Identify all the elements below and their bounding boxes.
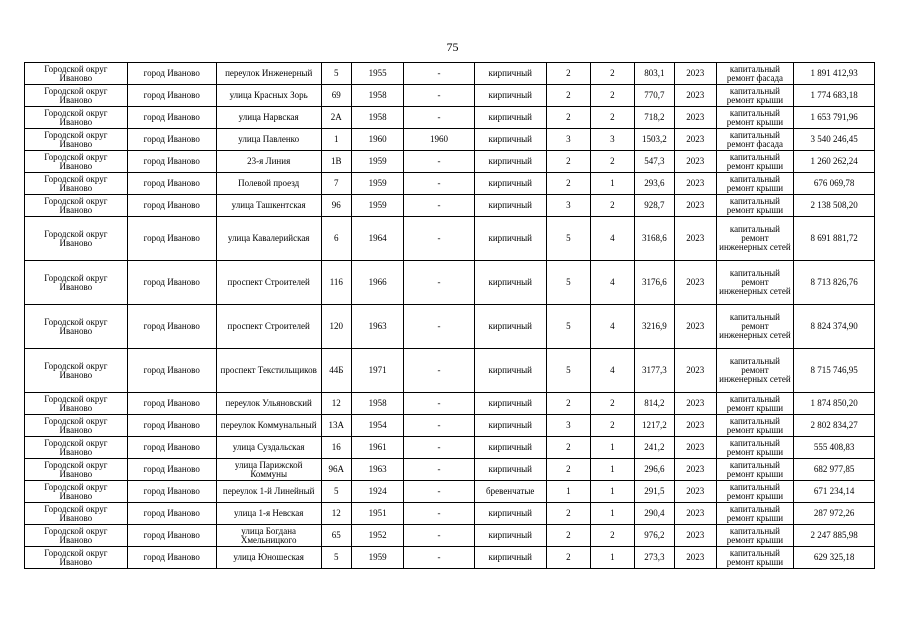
work-type-cell: капитальный ремонт инженерных сетей (716, 217, 794, 261)
district-cell: Городской округ Иваново (25, 459, 128, 481)
area-cell: 241,2 (634, 437, 674, 459)
page-number: 75 (446, 40, 459, 54)
city-cell: город Иваново (127, 525, 216, 547)
house-number-cell: 96 (321, 195, 351, 217)
city-cell: город Иваново (127, 85, 216, 107)
table-row (25, 217, 875, 261)
table-row (25, 503, 875, 525)
year-reconstructed-cell: - (404, 195, 474, 217)
entrances-cell: 2 (590, 393, 634, 415)
wall-material-cell: кирпичный (474, 349, 546, 393)
district-cell: Городской округ Иваново (25, 437, 128, 459)
cost-cell: 3 540 246,45 (794, 129, 875, 151)
floors-cell: 5 (546, 349, 590, 393)
house-number-cell: 6 (321, 217, 351, 261)
street-cell: Полевой проезд (216, 173, 321, 195)
cost-cell: 8 715 746,95 (794, 349, 875, 393)
house-number-cell: 5 (321, 63, 351, 85)
district-cell: Городской округ Иваново (25, 85, 128, 107)
city-cell: город Иваново (127, 151, 216, 173)
plan-year-cell: 2023 (674, 437, 716, 459)
city-cell: город Иваново (127, 415, 216, 437)
cost-cell: 671 234,14 (794, 481, 875, 503)
year-reconstructed-cell: - (404, 481, 474, 503)
street-cell: 23-я Линия (216, 151, 321, 173)
area-cell: 293,6 (634, 173, 674, 195)
district-cell: Городской округ Иваново (25, 151, 128, 173)
table-row (25, 459, 875, 481)
year-reconstructed-cell: 1960 (404, 129, 474, 151)
district-cell: Городской округ Иваново (25, 415, 128, 437)
year-reconstructed-cell: - (404, 547, 474, 569)
cost-cell: 629 325,18 (794, 547, 875, 569)
area-cell: 291,5 (634, 481, 674, 503)
entrances-cell: 1 (590, 437, 634, 459)
street-cell: улица Парижской Коммуны (216, 459, 321, 481)
wall-material-cell: кирпичный (474, 195, 546, 217)
year-built-cell: 1963 (351, 459, 403, 481)
wall-material-cell: кирпичный (474, 525, 546, 547)
city-cell: город Иваново (127, 393, 216, 415)
year-built-cell: 1952 (351, 525, 403, 547)
plan-year-cell: 2023 (674, 503, 716, 525)
year-reconstructed-cell: - (404, 525, 474, 547)
street-cell: улица Нарвская (216, 107, 321, 129)
year-built-cell: 1954 (351, 415, 403, 437)
year-built-cell: 1958 (351, 107, 403, 129)
district-cell: Городской округ Иваново (25, 195, 128, 217)
cost-cell: 1 874 850,20 (794, 393, 875, 415)
plan-year-cell: 2023 (674, 217, 716, 261)
street-cell: улица Юношеская (216, 547, 321, 569)
entrances-cell: 2 (590, 151, 634, 173)
street-cell: улица Богдана Хмельницкого (216, 525, 321, 547)
table-row (25, 547, 875, 569)
table-row (25, 85, 875, 107)
wall-material-cell: кирпичный (474, 107, 546, 129)
entrances-cell: 2 (590, 107, 634, 129)
entrances-cell: 4 (590, 349, 634, 393)
city-cell: город Иваново (127, 217, 216, 261)
wall-material-cell: кирпичный (474, 305, 546, 349)
table-row (25, 195, 875, 217)
street-cell: проспект Строителей (216, 261, 321, 305)
city-cell: город Иваново (127, 261, 216, 305)
house-number-cell: 2А (321, 107, 351, 129)
year-reconstructed-cell: - (404, 63, 474, 85)
entrances-cell: 2 (590, 195, 634, 217)
street-cell: улица Кавалерийская (216, 217, 321, 261)
floors-cell: 3 (546, 195, 590, 217)
wall-material-cell: кирпичный (474, 217, 546, 261)
entrances-cell: 2 (590, 63, 634, 85)
house-number-cell: 5 (321, 547, 351, 569)
area-cell: 1217,2 (634, 415, 674, 437)
city-cell: город Иваново (127, 503, 216, 525)
table-row (25, 261, 875, 305)
plan-year-cell: 2023 (674, 107, 716, 129)
plan-year-cell: 2023 (674, 151, 716, 173)
floors-cell: 2 (546, 85, 590, 107)
house-number-cell: 69 (321, 85, 351, 107)
year-built-cell: 1971 (351, 349, 403, 393)
entrances-cell: 2 (590, 415, 634, 437)
wall-material-cell: кирпичный (474, 85, 546, 107)
entrances-cell: 1 (590, 503, 634, 525)
city-cell: город Иваново (127, 349, 216, 393)
table-row (25, 349, 875, 393)
housing-repair-table (24, 62, 875, 569)
year-reconstructed-cell: - (404, 305, 474, 349)
year-built-cell: 1924 (351, 481, 403, 503)
entrances-cell: 2 (590, 525, 634, 547)
house-number-cell: 12 (321, 393, 351, 415)
cost-cell: 287 972,26 (794, 503, 875, 525)
work-type-cell: капитальный ремонт инженерных сетей (716, 305, 794, 349)
table-row (25, 173, 875, 195)
work-type-cell: капитальный ремонт крыши (716, 525, 794, 547)
work-type-cell: капитальный ремонт крыши (716, 173, 794, 195)
year-reconstructed-cell: - (404, 107, 474, 129)
district-cell: Городской округ Иваново (25, 129, 128, 151)
table-row (25, 305, 875, 349)
work-type-cell: капитальный ремонт инженерных сетей (716, 349, 794, 393)
plan-year-cell: 2023 (674, 305, 716, 349)
city-cell: город Иваново (127, 129, 216, 151)
wall-material-cell: кирпичный (474, 503, 546, 525)
floors-cell: 2 (546, 393, 590, 415)
wall-material-cell: кирпичный (474, 393, 546, 415)
area-cell: 3216,9 (634, 305, 674, 349)
plan-year-cell: 2023 (674, 85, 716, 107)
entrances-cell: 1 (590, 481, 634, 503)
year-reconstructed-cell: - (404, 503, 474, 525)
floors-cell: 2 (546, 151, 590, 173)
house-number-cell: 12 (321, 503, 351, 525)
city-cell: город Иваново (127, 437, 216, 459)
year-built-cell: 1958 (351, 393, 403, 415)
year-built-cell: 1966 (351, 261, 403, 305)
year-built-cell: 1964 (351, 217, 403, 261)
plan-year-cell: 2023 (674, 547, 716, 569)
year-built-cell: 1960 (351, 129, 403, 151)
district-cell: Городской округ Иваново (25, 481, 128, 503)
wall-material-cell: кирпичный (474, 547, 546, 569)
year-reconstructed-cell: - (404, 415, 474, 437)
area-cell: 296,6 (634, 459, 674, 481)
plan-year-cell: 2023 (674, 195, 716, 217)
area-cell: 3177,3 (634, 349, 674, 393)
cost-cell: 2 138 508,20 (794, 195, 875, 217)
work-type-cell: капитальный ремонт крыши (716, 195, 794, 217)
area-cell: 547,3 (634, 151, 674, 173)
area-cell: 3176,6 (634, 261, 674, 305)
area-cell: 273,3 (634, 547, 674, 569)
floors-cell: 5 (546, 217, 590, 261)
table-row (25, 129, 875, 151)
city-cell: город Иваново (127, 547, 216, 569)
house-number-cell: 1 (321, 129, 351, 151)
floors-cell: 2 (546, 63, 590, 85)
year-reconstructed-cell: - (404, 393, 474, 415)
cost-cell: 555 408,83 (794, 437, 875, 459)
plan-year-cell: 2023 (674, 63, 716, 85)
year-reconstructed-cell: - (404, 173, 474, 195)
district-cell: Городской округ Иваново (25, 503, 128, 525)
table-row (25, 63, 875, 85)
year-reconstructed-cell: - (404, 85, 474, 107)
floors-cell: 2 (546, 173, 590, 195)
district-cell: Городской округ Иваново (25, 107, 128, 129)
floors-cell: 2 (546, 503, 590, 525)
district-cell: Городской округ Иваново (25, 547, 128, 569)
work-type-cell: капитальный ремонт фасада (716, 63, 794, 85)
cost-cell: 8 824 374,90 (794, 305, 875, 349)
year-built-cell: 1955 (351, 63, 403, 85)
table-row (25, 437, 875, 459)
floors-cell: 2 (546, 547, 590, 569)
house-number-cell: 116 (321, 261, 351, 305)
plan-year-cell: 2023 (674, 481, 716, 503)
table-row (25, 525, 875, 547)
work-type-cell: капитальный ремонт крыши (716, 107, 794, 129)
table-row (25, 151, 875, 173)
plan-year-cell: 2023 (674, 261, 716, 305)
street-cell: переулок 1-й Линейный (216, 481, 321, 503)
year-built-cell: 1951 (351, 503, 403, 525)
cost-cell: 8 691 881,72 (794, 217, 875, 261)
floors-cell: 2 (546, 459, 590, 481)
entrances-cell: 2 (590, 85, 634, 107)
street-cell: проспект Строителей (216, 305, 321, 349)
year-reconstructed-cell: - (404, 151, 474, 173)
house-number-cell: 5 (321, 481, 351, 503)
year-reconstructed-cell: - (404, 261, 474, 305)
city-cell: город Иваново (127, 305, 216, 349)
floors-cell: 5 (546, 261, 590, 305)
area-cell: 814,2 (634, 393, 674, 415)
plan-year-cell: 2023 (674, 393, 716, 415)
floors-cell: 2 (546, 525, 590, 547)
street-cell: переулок Инженерный (216, 63, 321, 85)
work-type-cell: капитальный ремонт крыши (716, 393, 794, 415)
work-type-cell: капитальный ремонт крыши (716, 151, 794, 173)
work-type-cell: капитальный ремонт фасада (716, 129, 794, 151)
floors-cell: 2 (546, 437, 590, 459)
work-type-cell: капитальный ремонт крыши (716, 85, 794, 107)
plan-year-cell: 2023 (674, 415, 716, 437)
cost-cell: 1 891 412,93 (794, 63, 875, 85)
wall-material-cell: кирпичный (474, 437, 546, 459)
wall-material-cell: кирпичный (474, 129, 546, 151)
wall-material-cell: кирпичный (474, 261, 546, 305)
work-type-cell: капитальный ремонт инженерных сетей (716, 261, 794, 305)
wall-material-cell: кирпичный (474, 459, 546, 481)
house-number-cell: 7 (321, 173, 351, 195)
house-number-cell: 65 (321, 525, 351, 547)
area-cell: 290,4 (634, 503, 674, 525)
entrances-cell: 1 (590, 459, 634, 481)
district-cell: Городской округ Иваново (25, 349, 128, 393)
entrances-cell: 1 (590, 173, 634, 195)
plan-year-cell: 2023 (674, 349, 716, 393)
street-cell: переулок Коммунальный (216, 415, 321, 437)
city-cell: город Иваново (127, 195, 216, 217)
table-row (25, 393, 875, 415)
entrances-cell: 4 (590, 217, 634, 261)
district-cell: Городской округ Иваново (25, 305, 128, 349)
house-number-cell: 120 (321, 305, 351, 349)
house-number-cell: 96А (321, 459, 351, 481)
entrances-cell: 1 (590, 547, 634, 569)
street-cell: переулок Ульяновский (216, 393, 321, 415)
cost-cell: 1 260 262,24 (794, 151, 875, 173)
area-cell: 928,7 (634, 195, 674, 217)
area-cell: 976,2 (634, 525, 674, 547)
work-type-cell: капитальный ремонт крыши (716, 481, 794, 503)
cost-cell: 676 069,78 (794, 173, 875, 195)
work-type-cell: капитальный ремонт крыши (716, 459, 794, 481)
year-built-cell: 1958 (351, 85, 403, 107)
wall-material-cell: кирпичный (474, 173, 546, 195)
year-built-cell: 1959 (351, 151, 403, 173)
wall-material-cell: кирпичный (474, 151, 546, 173)
table-row (25, 481, 875, 503)
city-cell: город Иваново (127, 63, 216, 85)
floors-cell: 2 (546, 107, 590, 129)
street-cell: улица Ташкентская (216, 195, 321, 217)
year-built-cell: 1959 (351, 547, 403, 569)
cost-cell: 1 774 683,18 (794, 85, 875, 107)
city-cell: город Иваново (127, 459, 216, 481)
work-type-cell: капитальный ремонт крыши (716, 503, 794, 525)
cost-cell: 2 802 834,27 (794, 415, 875, 437)
street-cell: улица 1-я Невская (216, 503, 321, 525)
table-row (25, 415, 875, 437)
area-cell: 3168,6 (634, 217, 674, 261)
year-built-cell: 1961 (351, 437, 403, 459)
plan-year-cell: 2023 (674, 129, 716, 151)
year-built-cell: 1959 (351, 195, 403, 217)
table-row (25, 107, 875, 129)
year-built-cell: 1959 (351, 173, 403, 195)
entrances-cell: 4 (590, 261, 634, 305)
street-cell: улица Суздальская (216, 437, 321, 459)
year-reconstructed-cell: - (404, 349, 474, 393)
work-type-cell: капитальный ремонт крыши (716, 547, 794, 569)
house-number-cell: 1В (321, 151, 351, 173)
cost-cell: 2 247 885,98 (794, 525, 875, 547)
floors-cell: 3 (546, 129, 590, 151)
wall-material-cell: бревенчатые (474, 481, 546, 503)
district-cell: Городской округ Иваново (25, 393, 128, 415)
floors-cell: 5 (546, 305, 590, 349)
cost-cell: 682 977,85 (794, 459, 875, 481)
street-cell: улица Павленко (216, 129, 321, 151)
year-reconstructed-cell: - (404, 459, 474, 481)
plan-year-cell: 2023 (674, 525, 716, 547)
wall-material-cell: кирпичный (474, 415, 546, 437)
street-cell: улица Красных Зорь (216, 85, 321, 107)
year-built-cell: 1963 (351, 305, 403, 349)
district-cell: Городской округ Иваново (25, 525, 128, 547)
house-number-cell: 13А (321, 415, 351, 437)
cost-cell: 8 713 826,76 (794, 261, 875, 305)
city-cell: город Иваново (127, 481, 216, 503)
area-cell: 1503,2 (634, 129, 674, 151)
area-cell: 770,7 (634, 85, 674, 107)
area-cell: 803,1 (634, 63, 674, 85)
house-number-cell: 44Б (321, 349, 351, 393)
floors-cell: 1 (546, 481, 590, 503)
entrances-cell: 3 (590, 129, 634, 151)
street-cell: проспект Текстильщиков (216, 349, 321, 393)
area-cell: 718,2 (634, 107, 674, 129)
plan-year-cell: 2023 (674, 173, 716, 195)
work-type-cell: капитальный ремонт крыши (716, 415, 794, 437)
table-body (25, 63, 875, 569)
house-number-cell: 16 (321, 437, 351, 459)
floors-cell: 3 (546, 415, 590, 437)
district-cell: Городской округ Иваново (25, 261, 128, 305)
district-cell: Городской округ Иваново (25, 173, 128, 195)
cost-cell: 1 653 791,96 (794, 107, 875, 129)
city-cell: город Иваново (127, 107, 216, 129)
plan-year-cell: 2023 (674, 459, 716, 481)
entrances-cell: 4 (590, 305, 634, 349)
work-type-cell: капитальный ремонт крыши (716, 437, 794, 459)
district-cell: Городской округ Иваново (25, 217, 128, 261)
district-cell: Городской округ Иваново (25, 63, 128, 85)
city-cell: город Иваново (127, 173, 216, 195)
year-reconstructed-cell: - (404, 437, 474, 459)
wall-material-cell: кирпичный (474, 63, 546, 85)
year-reconstructed-cell: - (404, 217, 474, 261)
